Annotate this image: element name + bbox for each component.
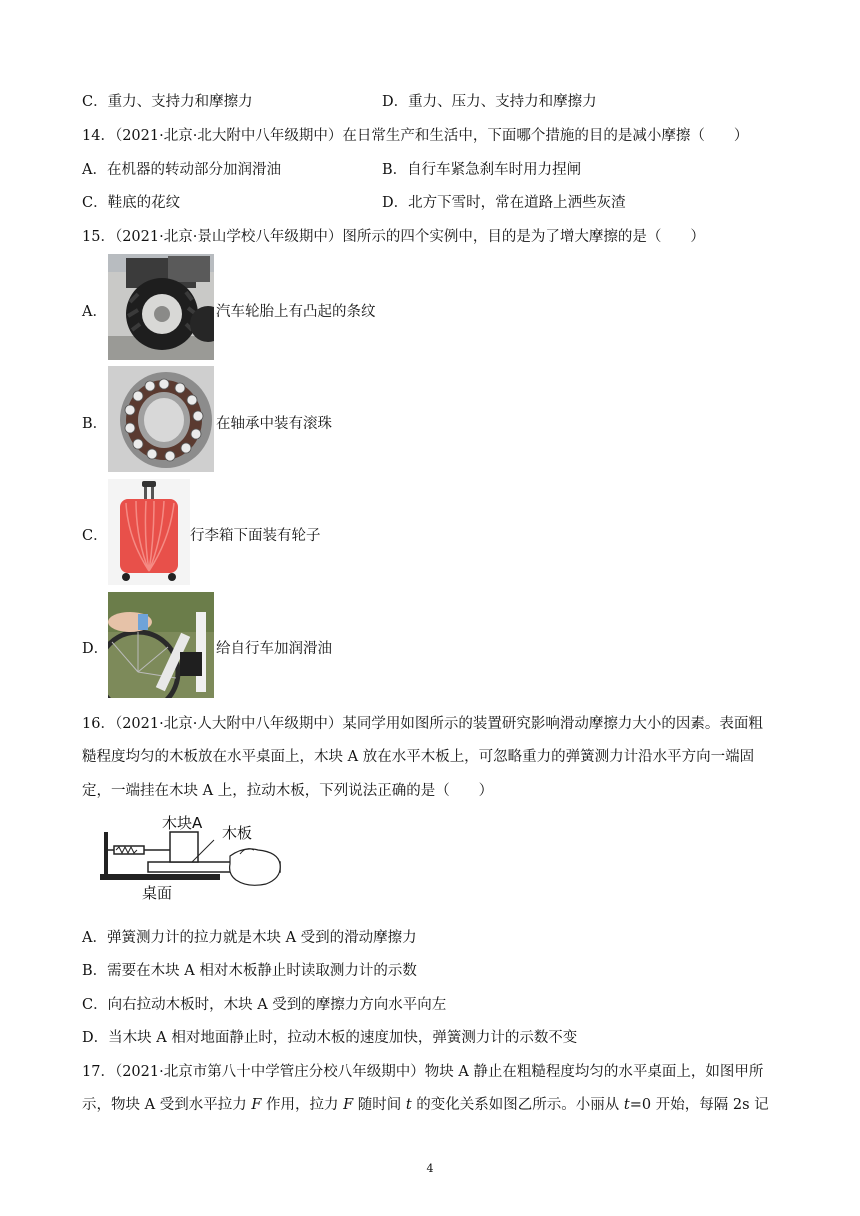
q14-option-b: B．自行车紧急刹车时用力捏闸	[382, 162, 582, 178]
q15-option-d-letter: D．	[82, 641, 109, 657]
q16-stem-line1: 16．（2021·北京·人大附中八年级期中）某同学用如图所示的装置研究影响滑动摩擦力大小的因素。表面粗	[82, 716, 763, 732]
bicycle-lubrication-image	[108, 592, 214, 698]
q15-stem: 15．（2021·北京·景山学校八年级期中）图所示的四个实例中，目的是为了增大摩擦的是（ ）	[82, 229, 705, 245]
q16-option-d: D．当木块 A 相对地面静止时，拉动木板的速度加快，弹簧测力计的示数不变	[82, 1030, 578, 1046]
figure-label-board: 木板	[222, 824, 253, 842]
q15-option-c-text: 行李箱下面装有轮子	[190, 528, 321, 544]
q14-option-c: C．鞋底的花纹	[82, 195, 181, 211]
q16-option-b: B．需要在木块 A 相对木板静止时读取测力计的示数	[82, 963, 417, 979]
ball-bearing-image	[108, 366, 214, 472]
q13-option-c: C．重力、支持力和摩擦力	[82, 94, 253, 110]
figure-label-table: 桌面	[142, 884, 173, 902]
q15-option-b-letter: B．	[82, 416, 108, 432]
q15-option-c-letter: C．	[82, 528, 108, 544]
q16-stem-line3: 定，一端挂在木块 A 上，拉动木板，下列说法正确的是（ ）	[82, 783, 494, 799]
q15-option-a-text: 汽车轮胎上有凸起的条纹	[216, 304, 376, 320]
q14-stem: 14．（2021·北京·北大附中八年级期中）在日常生产和生活中，下面哪个措施的目的是减小摩擦（ ）	[82, 128, 749, 144]
tractor-tire-image	[108, 254, 214, 360]
q17-stem-line2: 示，物块 A 受到水平拉力 F 作用，拉力 F 随时间 t 的变化关系如图乙所示。小丽从 t=0 开始，每隔 2s 记	[82, 1097, 769, 1113]
q17-stem-line1: 17．（2021·北京市第八十中学管庄分校八年级期中）物块 A 静止在粗糙程度均匀的水平桌面上，如图甲所	[82, 1064, 764, 1080]
q13-option-d: D．重力、压力、支持力和摩擦力	[382, 94, 597, 110]
q14-option-a: A．在机器的转动部分加润滑油	[82, 162, 281, 178]
q16-option-a: A．弹簧测力计的拉力就是木块 A 受到的滑动摩擦力	[82, 930, 417, 946]
friction-apparatus-figure	[100, 810, 300, 906]
figure-label-block-a: 木块A	[162, 814, 203, 832]
q15-option-a-letter: A．	[82, 304, 107, 320]
q15-option-d-text: 给自行车加润滑油	[216, 641, 332, 657]
suitcase-image	[108, 479, 190, 585]
q14-option-d: D．北方下雪时，常在道路上洒些灰渣	[382, 195, 626, 211]
q16-option-c: C．向右拉动木板时，木块 A 受到的摩擦力方向水平向左	[82, 997, 447, 1013]
page-number: 4	[426, 1162, 434, 1175]
q15-option-b-text: 在轴承中装有滚珠	[216, 416, 332, 432]
q16-stem-line2: 糙程度均匀的木板放在水平桌面上，木块 A 放在水平木板上，可忽略重力的弹簧测力计沿水平方向一端固	[82, 749, 755, 765]
